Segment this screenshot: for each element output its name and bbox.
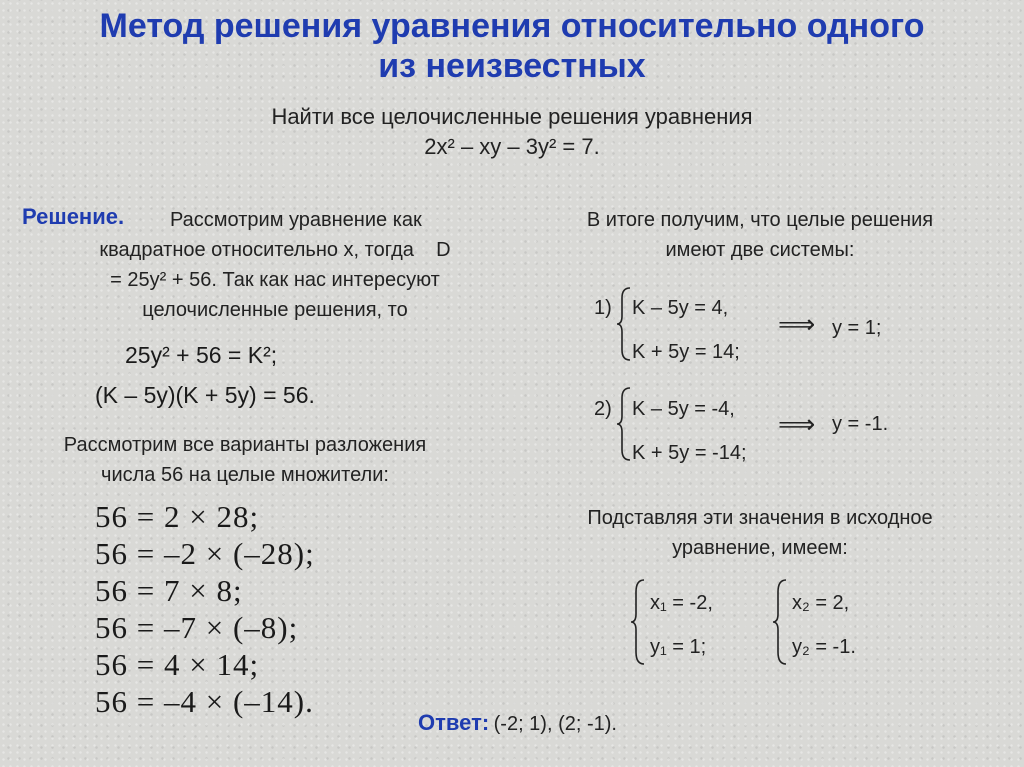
factorization-4: 56 = –7 × (–8); <box>95 610 299 645</box>
title-line-1: Метод решения уравнения относительно одного <box>99 7 925 45</box>
answer-1-brace-icon <box>630 578 646 666</box>
system-2-eq-2: K + 5y = -14; <box>632 442 747 464</box>
title-line-2: из неизвестных <box>378 47 646 85</box>
system-1-eq-2: K + 5y = 14; <box>632 341 740 363</box>
answer-label: Ответ: <box>418 710 490 735</box>
result-line-2: имеют две системы: <box>665 239 855 261</box>
answer-2-brace-icon <box>772 578 788 666</box>
system-1-number: 1) <box>594 297 612 319</box>
system-2-brace-icon <box>616 386 632 462</box>
equation-product: (K – 5y)(K + 5y) = 56. <box>95 382 315 408</box>
final-answer <box>418 710 617 736</box>
answer-value: (-2; 1), (2; -1). <box>493 713 617 735</box>
result-line-1: В итоге получим, что целые решения <box>586 209 934 231</box>
system-1-brace-icon <box>616 286 632 362</box>
factorization-list <box>95 498 315 720</box>
factor-line-1: Рассмотрим все варианты разложения <box>63 434 427 456</box>
factorization-1: 56 = 2 × 28; <box>95 499 260 534</box>
answer-1-x: x₁ = -2, <box>650 592 713 614</box>
answer-1-y: y₁ = 1; <box>650 636 707 658</box>
system-2-eq-1: K – 5y = -4, <box>632 398 735 420</box>
factorization-6: 56 = –4 × (–14). <box>95 684 314 719</box>
task-text: Найти все целочисленные решения уравнения <box>271 104 753 129</box>
answer-2-y: y₂ = -1. <box>792 636 856 658</box>
task-equation: 2x² – xy – 3y² = 7. <box>424 134 600 159</box>
system-1-eq-1: K – 5y = 4, <box>632 297 729 319</box>
solution-line-2: квадратное относительно x, тогда D <box>99 239 451 261</box>
implies-arrow-icon: ⟹ <box>778 310 816 340</box>
equation-k-squared: 25y² + 56 = K²; <box>125 342 278 368</box>
factorization-5: 56 = 4 × 14; <box>95 647 260 682</box>
subst-line-2: уравнение, имеем: <box>672 537 848 559</box>
implies-arrow-icon: ⟹ <box>778 410 816 440</box>
system-2-number: 2) <box>594 398 612 420</box>
system-2-result: y = -1. <box>832 413 889 435</box>
factorization-2: 56 = –2 × (–28); <box>95 536 315 571</box>
factorization-3: 56 = 7 × 8; <box>95 573 243 608</box>
subst-line-1: Подставляя эти значения в исходное <box>587 507 933 529</box>
solution-line-3: = 25y² + 56. Так как нас интересуют <box>110 269 440 291</box>
answer-2-x: x₂ = 2, <box>792 592 850 614</box>
system-1-result: y = 1; <box>832 317 882 339</box>
slide-title <box>0 6 1024 86</box>
solution-line-4: целочисленные решения, то <box>142 299 408 321</box>
factor-line-2: числа 56 на целые множители: <box>101 464 389 486</box>
solution-label: Решение. <box>22 204 125 229</box>
solution-line-1: Рассмотрим уравнение как <box>170 209 422 231</box>
